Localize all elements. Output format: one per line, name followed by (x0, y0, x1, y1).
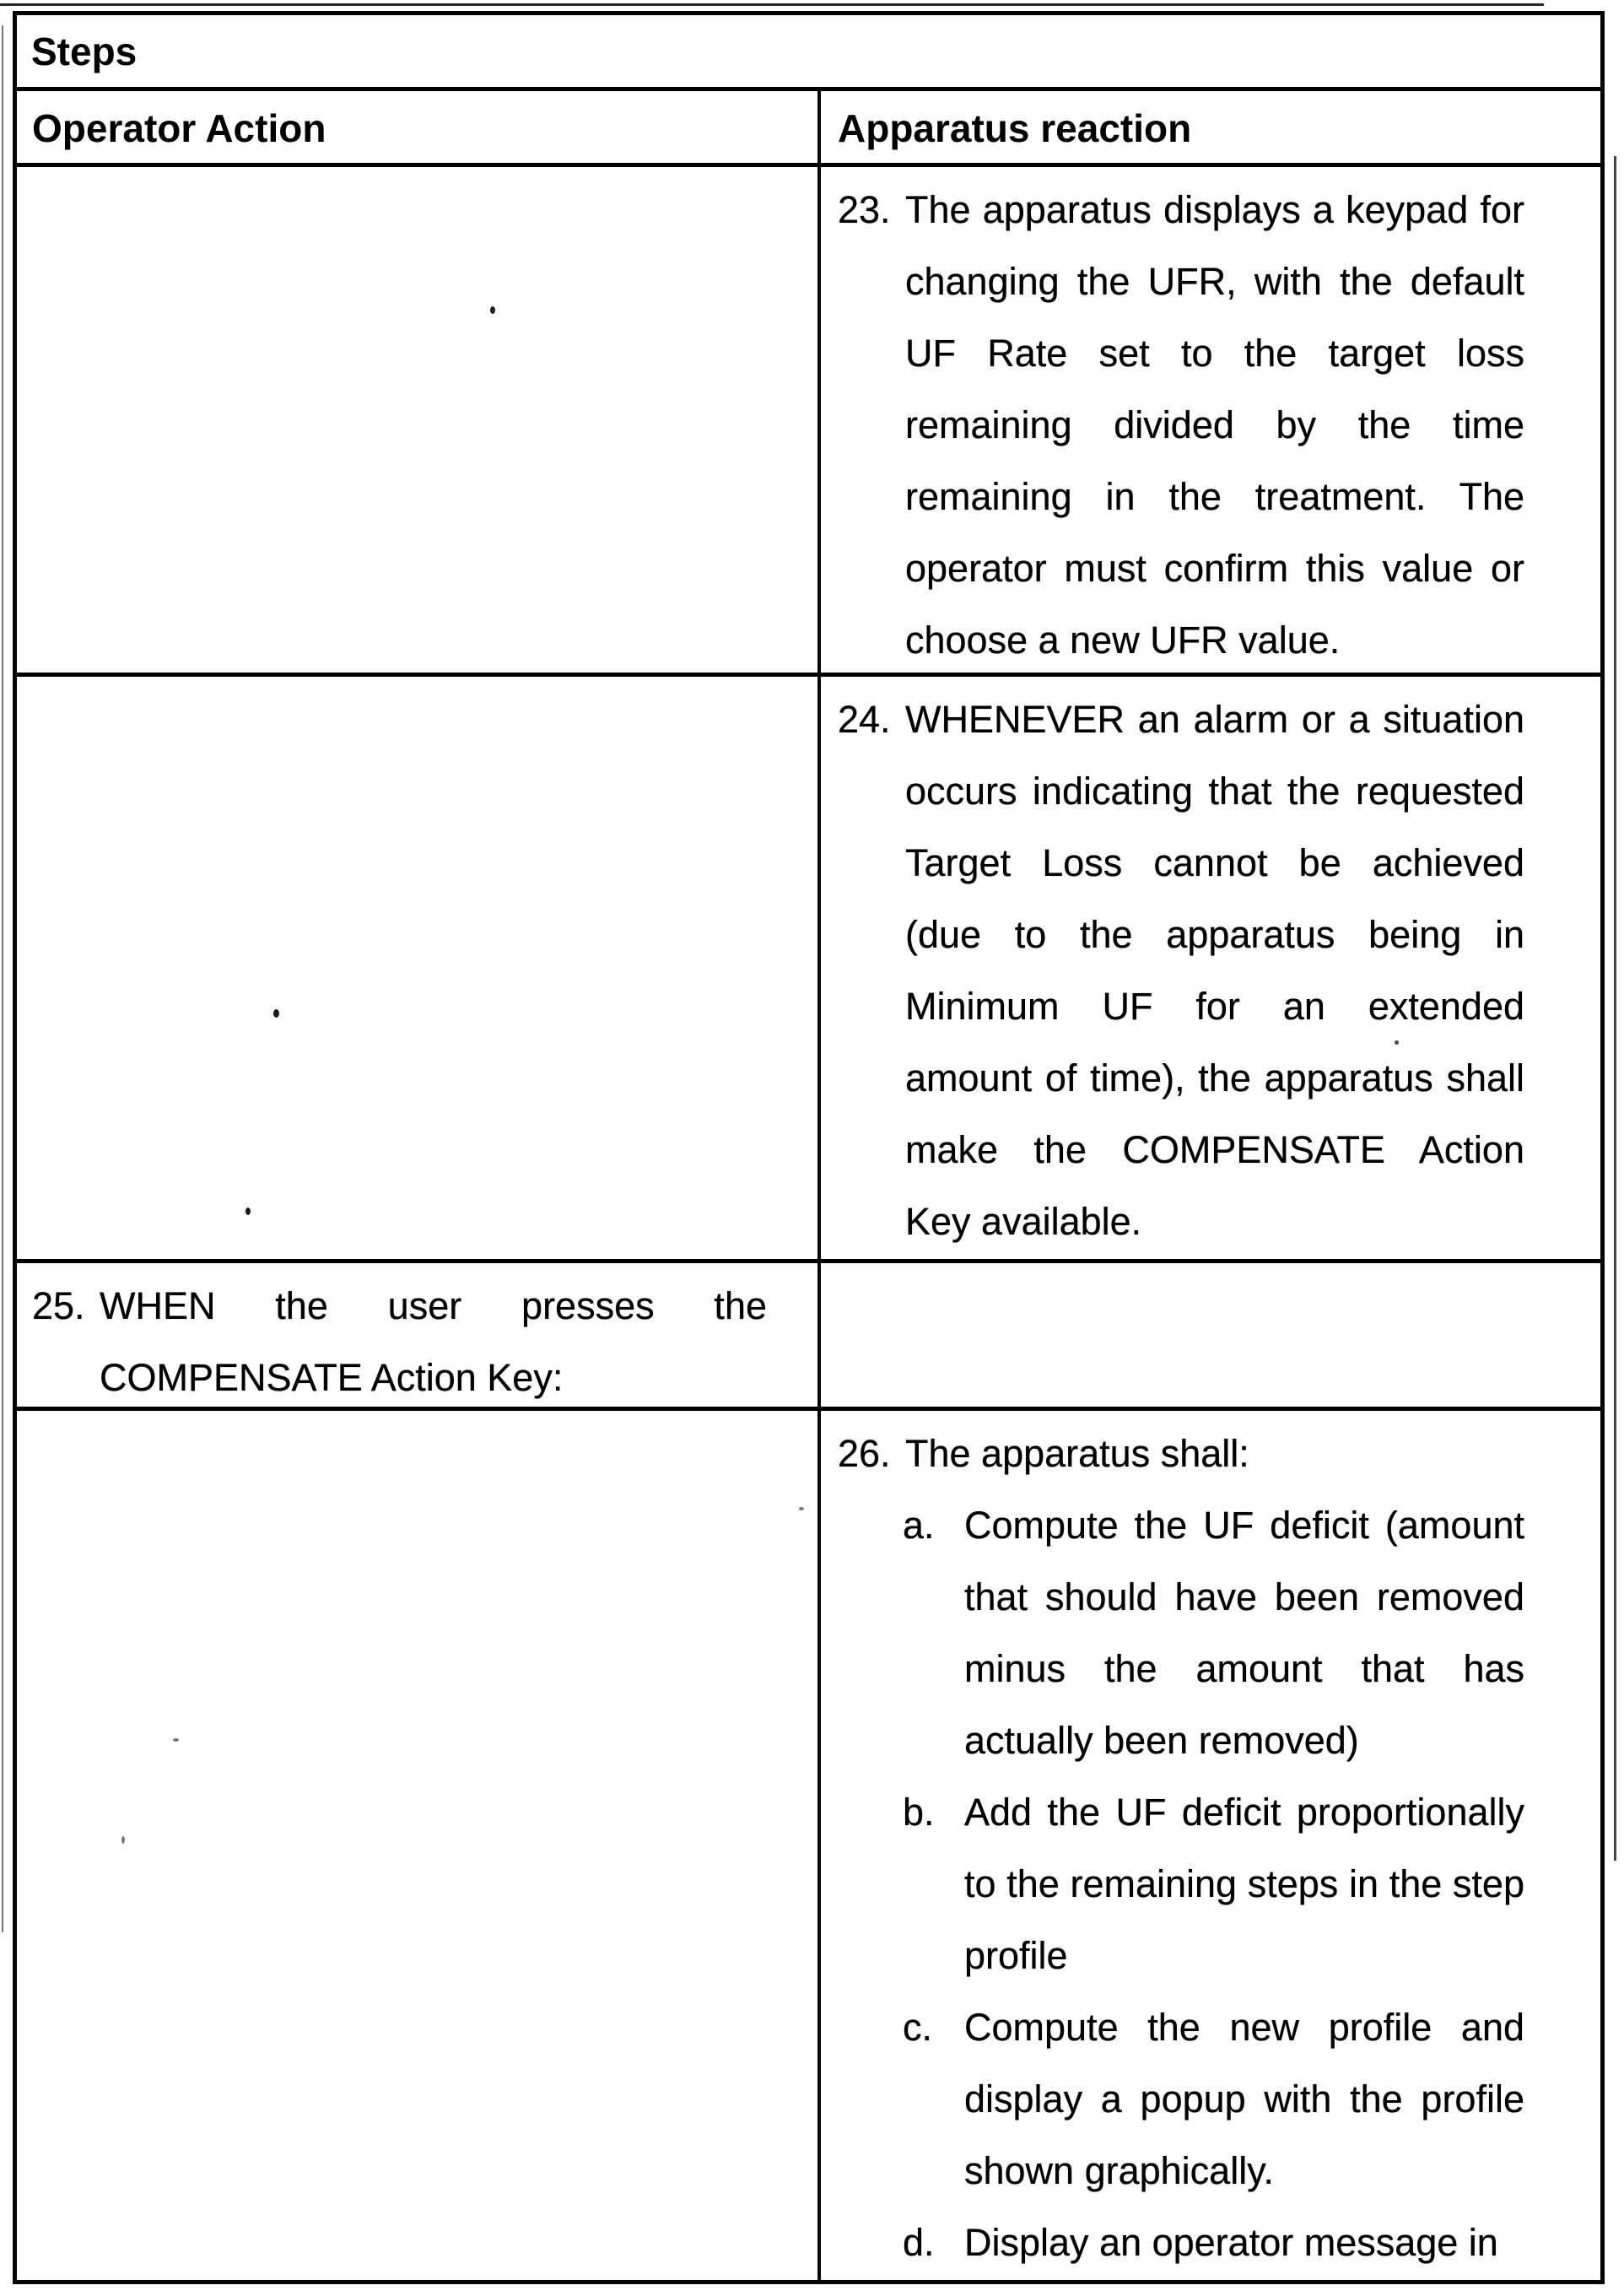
table-title-row (17, 15, 1600, 91)
scan-speck (273, 1009, 279, 1018)
cell-operator-action-row-24 (17, 677, 821, 1259)
subitem-marker: d. (903, 2221, 935, 2264)
cell-operator-action-row-25 (17, 1263, 821, 1407)
table-title: Steps (31, 30, 138, 73)
scan-speck (245, 1207, 251, 1215)
scan-speck (490, 306, 495, 314)
step-subitem-c (903, 1991, 1524, 2207)
column-header-apparatus-reaction: Apparatus reaction (838, 106, 1192, 150)
subitem-text: Display an operator message in (964, 2221, 1498, 2264)
step-number: 23. (838, 188, 891, 231)
table-row-25 (17, 1263, 1600, 1411)
subitem-text: Compute the UF deficit (amount that should have been removed minus the amount that has actually been removed) (964, 1504, 1524, 1762)
subitem-marker: c. (903, 2006, 933, 2049)
cell-apparatus-reaction-row-25 (821, 1263, 1597, 1407)
cell-apparatus-reaction-row-24 (821, 677, 1597, 1259)
step-item-25 (32, 1270, 767, 1407)
step-subitem-a (903, 1489, 1524, 1776)
step-item-23 (838, 174, 1524, 673)
cell-apparatus-reaction-row-26 (821, 1411, 1597, 2280)
steps-table (13, 11, 1605, 2284)
subitem-text: Add the UF deficit proportionally to the remaining steps in the step profile (964, 1791, 1524, 1977)
step-subitem-b (903, 1776, 1524, 1991)
step-text: The apparatus shall: (905, 1432, 1249, 1475)
step-number: 25. (32, 1284, 85, 1327)
table-row-23 (17, 167, 1600, 677)
subitem-marker: a. (903, 1504, 935, 1547)
step-item-24 (838, 683, 1524, 1257)
scan-speck (799, 1507, 804, 1510)
table-header-row (17, 91, 1600, 167)
scan-speck (121, 1836, 125, 1844)
subitem-text: Compute the new profile and display a popup with the profile shown graphically. (964, 2006, 1524, 2192)
step-text: WHENEVER an alarm or a situation occurs indicating that the requested Target Loss cannot be achieved (due to the apparatus being in Minimum UF for an extended amount of time), the apparatus shall make the COMPENSATE Action Key available. (905, 698, 1524, 1243)
step-text: The apparatus displays a keypad for changing the UFR, with the default UF Rate set to the target loss remaining divided by the time remaining in the treatment. The operator must confirm this value or choose a new UFR value. (905, 188, 1524, 662)
column-header-operator-action: Operator Action (17, 91, 821, 163)
step-number: 24. (838, 698, 891, 741)
scan-edge-artifact-right (1614, 156, 1616, 1861)
cell-apparatus-reaction-row-23 (821, 167, 1597, 673)
subitem-marker: b. (903, 1791, 935, 1834)
scan-speck (1395, 1040, 1399, 1045)
step-text: WHEN the user presses the COMPENSATE Action Key: (100, 1284, 767, 1399)
step-number: 26. (838, 1432, 891, 1475)
step-subitem-d (903, 2207, 1524, 2278)
step-item-26 (838, 1418, 1524, 1489)
cell-operator-action-row-26 (17, 1411, 821, 2280)
scan-edge-artifact-left (2, 25, 3, 1932)
cell-operator-action-row-23 (17, 167, 821, 673)
scan-edge-artifact-top (0, 3, 1544, 6)
scan-speck (173, 1738, 179, 1742)
table-row-24 (17, 677, 1600, 1263)
table-row-26 (17, 1411, 1600, 2280)
